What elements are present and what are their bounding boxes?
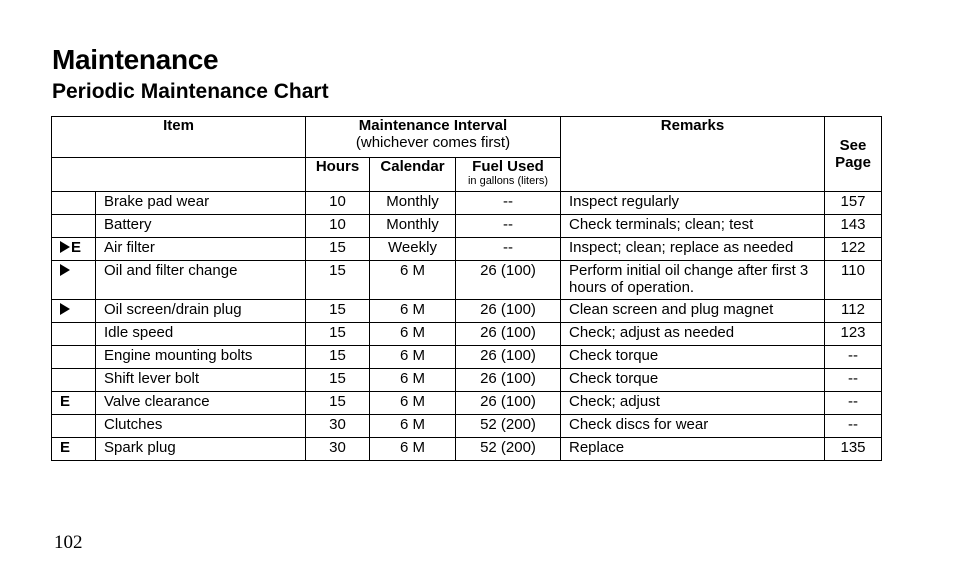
hours-cell: 15 — [306, 238, 370, 261]
remarks-cell: Inspect regularly — [561, 192, 825, 215]
hours-cell: 15 — [306, 323, 370, 346]
schedule-symbol — [52, 238, 96, 261]
calendar-cell: 6 M — [370, 369, 456, 392]
right-triangle-icon — [60, 264, 70, 276]
header-fuel-unit: in gallons (liters) — [467, 175, 549, 187]
table-row — [52, 323, 882, 346]
emission-flag: E — [60, 393, 71, 410]
remarks-cell: Check; adjust as needed — [561, 323, 825, 346]
chart-subtitle: Periodic Maintenance Chart — [52, 80, 329, 103]
calendar-cell: 6 M — [370, 392, 456, 415]
header-hours: Hours — [306, 158, 370, 192]
item-cell: Idle speed — [96, 323, 306, 346]
item-cell: Brake pad wear — [96, 192, 306, 215]
emission-flag: E — [60, 439, 71, 456]
hours-cell: 30 — [306, 438, 370, 461]
table-row — [52, 346, 882, 369]
calendar-cell: 6 M — [370, 261, 456, 300]
calendar-cell: 6 M — [370, 323, 456, 346]
fuel-cell: 26 (100) — [456, 392, 561, 415]
emission-flag: E — [71, 239, 82, 256]
item-cell: Spark plug — [96, 438, 306, 461]
header-see-page — [825, 117, 882, 192]
remarks-cell: Check discs for wear — [561, 415, 825, 438]
see-page-cell: -- — [825, 346, 882, 369]
schedule-symbol — [52, 438, 96, 461]
table-row — [52, 392, 882, 415]
fuel-cell: -- — [456, 238, 561, 261]
header-interval-note: (whichever comes first) — [355, 134, 511, 151]
table-row — [52, 369, 882, 392]
remarks-cell: Check; adjust — [561, 392, 825, 415]
see-page-cell: 110 — [825, 261, 882, 300]
calendar-cell: Monthly — [370, 192, 456, 215]
hours-cell: 15 — [306, 300, 370, 323]
item-cell: Engine mounting bolts — [96, 346, 306, 369]
item-cell: Oil screen/drain plug — [96, 300, 306, 323]
table-row — [52, 261, 882, 300]
header-fuel-label: Fuel Used — [472, 158, 544, 175]
fuel-cell: 26 (100) — [456, 323, 561, 346]
fuel-cell: 26 (100) — [456, 346, 561, 369]
fuel-cell: 52 (200) — [456, 415, 561, 438]
see-page-cell: 112 — [825, 300, 882, 323]
item-cell: Oil and filter change — [96, 261, 306, 300]
see-page-cell: -- — [825, 369, 882, 392]
hours-cell: 10 — [306, 215, 370, 238]
item-cell: Battery — [96, 215, 306, 238]
header-item: Item — [52, 117, 306, 158]
schedule-symbol — [52, 261, 96, 300]
fuel-cell: 26 (100) — [456, 369, 561, 392]
calendar-cell: Monthly — [370, 215, 456, 238]
remarks-cell: Check torque — [561, 346, 825, 369]
hours-cell: 15 — [306, 369, 370, 392]
hours-cell: 15 — [306, 346, 370, 369]
hours-cell: 15 — [306, 261, 370, 300]
see-page-cell: -- — [825, 392, 882, 415]
schedule-symbol — [52, 392, 96, 415]
see-page-cell: 157 — [825, 192, 882, 215]
header-calendar: Calendar — [370, 158, 456, 192]
fuel-cell: 26 (100) — [456, 300, 561, 323]
calendar-cell: 6 M — [370, 438, 456, 461]
page-number: 102 — [54, 532, 83, 553]
fuel-cell: 52 (200) — [456, 438, 561, 461]
hours-cell: 10 — [306, 192, 370, 215]
header-item-blank — [52, 158, 306, 192]
schedule-symbol — [52, 369, 96, 392]
hours-cell: 15 — [306, 392, 370, 415]
see-page-cell: 143 — [825, 215, 882, 238]
remarks-cell: Clean screen and plug magnet — [561, 300, 825, 323]
calendar-cell: 6 M — [370, 346, 456, 369]
item-cell: Clutches — [96, 415, 306, 438]
remarks-cell: Check terminals; clean; test — [561, 215, 825, 238]
remarks-cell: Perform initial oil change after first 3 hours of operation. — [561, 261, 825, 300]
schedule-symbol — [52, 346, 96, 369]
table-row — [52, 238, 882, 261]
fuel-cell: 26 (100) — [456, 261, 561, 300]
fuel-cell: -- — [456, 215, 561, 238]
remarks-cell: Replace — [561, 438, 825, 461]
see-page-cell: 122 — [825, 238, 882, 261]
header-see-page-line1: See — [839, 137, 867, 154]
page-title: Maintenance — [52, 44, 219, 75]
schedule-symbol — [52, 323, 96, 346]
header-interval-label: Maintenance Interval — [358, 117, 508, 134]
item-cell: Valve clearance — [96, 392, 306, 415]
table-row — [52, 192, 882, 215]
header-see-page-line2: Page — [835, 154, 871, 171]
table-row — [52, 438, 882, 461]
item-cell: Air filter — [96, 238, 306, 261]
item-cell: Shift lever bolt — [96, 369, 306, 392]
see-page-cell: 135 — [825, 438, 882, 461]
table-row — [52, 300, 882, 323]
fuel-cell: -- — [456, 192, 561, 215]
calendar-cell: Weekly — [370, 238, 456, 261]
right-triangle-icon — [60, 241, 70, 253]
table-row — [52, 215, 882, 238]
schedule-symbol — [52, 192, 96, 215]
hours-cell: 30 — [306, 415, 370, 438]
calendar-cell: 6 M — [370, 300, 456, 323]
table-row — [52, 415, 882, 438]
right-triangle-icon — [60, 303, 70, 315]
see-page-cell: 123 — [825, 323, 882, 346]
remarks-cell: Inspect; clean; replace as needed — [561, 238, 825, 261]
schedule-symbol — [52, 415, 96, 438]
header-remarks: Remarks — [561, 117, 825, 192]
schedule-symbol — [52, 300, 96, 323]
schedule-symbol — [52, 215, 96, 238]
maintenance-chart-table — [51, 116, 882, 461]
header-fuel-used — [456, 158, 561, 192]
calendar-cell: 6 M — [370, 415, 456, 438]
header-maintenance-interval — [306, 117, 561, 158]
remarks-cell: Check torque — [561, 369, 825, 392]
see-page-cell: -- — [825, 415, 882, 438]
